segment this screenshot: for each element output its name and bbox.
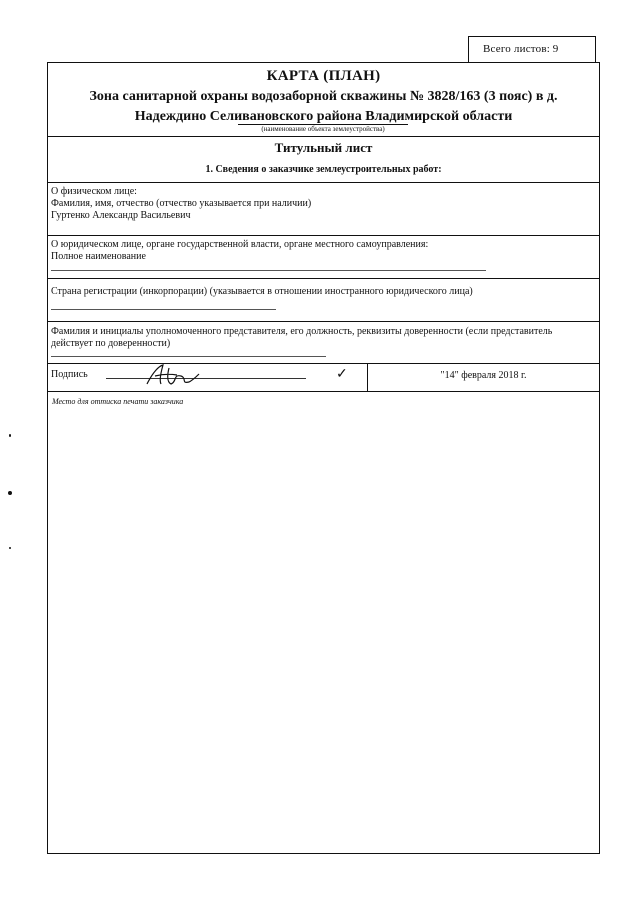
representative-line [51,356,326,357]
sheet-count-label: Всего листов: [483,43,550,55]
fio-value: Гуртенко Александр Васильевич [51,210,191,221]
signature-label: Подпись [51,369,88,380]
signature-line [106,378,306,379]
customer-section-heading: 1. Сведения о заказчике землеустроительных работ: [205,164,442,175]
representative-label: Фамилия и инициалы уполномоченного представителя, его должность, реквизиты доверенности (если представитель действует по доверенности) [51,326,553,349]
registration-country-section [48,279,599,322]
object-caption: (наименование объекта землеустройства) [238,124,408,134]
stamp-place-label: Место для оттиска печати заказчика [52,397,184,406]
signature-section [48,364,599,392]
fio-label: Фамилия, имя, отчество (отчество указывается при наличии) [51,198,312,209]
title-sheet-block [48,137,599,183]
legal-entity-label: О юридическом лице, органе государственной власти, органе местного самоуправления: [51,239,429,250]
scan-speck [8,491,12,495]
document-subtitle-line2: Надеждино Селивановского района Владимирской области [134,109,513,124]
sheet-count-box [468,36,596,62]
document-subtitle-line1: Зона санитарной охраны водозаборной скважины № 3828/163 (3 пояс) в д. [89,89,558,104]
title-sheet-heading: Титульный лист [274,140,373,155]
document-title: КАРТА (ПЛАН) [266,68,381,84]
title-block [48,63,599,137]
handwritten-signature [143,362,203,390]
legal-entity-section [48,236,599,279]
signature-cell [48,364,368,391]
full-name-line [51,270,486,271]
check-mark: ✓ [336,367,348,382]
scan-speck [9,434,11,437]
signature-date: "14" февраля 2018 г. [440,370,527,381]
scan-speck [9,547,11,549]
document-frame [47,62,600,854]
registration-country-line [51,309,276,310]
registration-country-label: Страна регистрации (инкорпорации) (указывается в отношении иностранного юридического лица) [51,286,473,297]
individual-section [48,183,599,236]
sheet-count-value: 9 [552,43,559,55]
full-name-label: Полное наименование [51,251,146,262]
individual-label: О физическом лице: [51,186,137,197]
representative-section [48,322,599,364]
